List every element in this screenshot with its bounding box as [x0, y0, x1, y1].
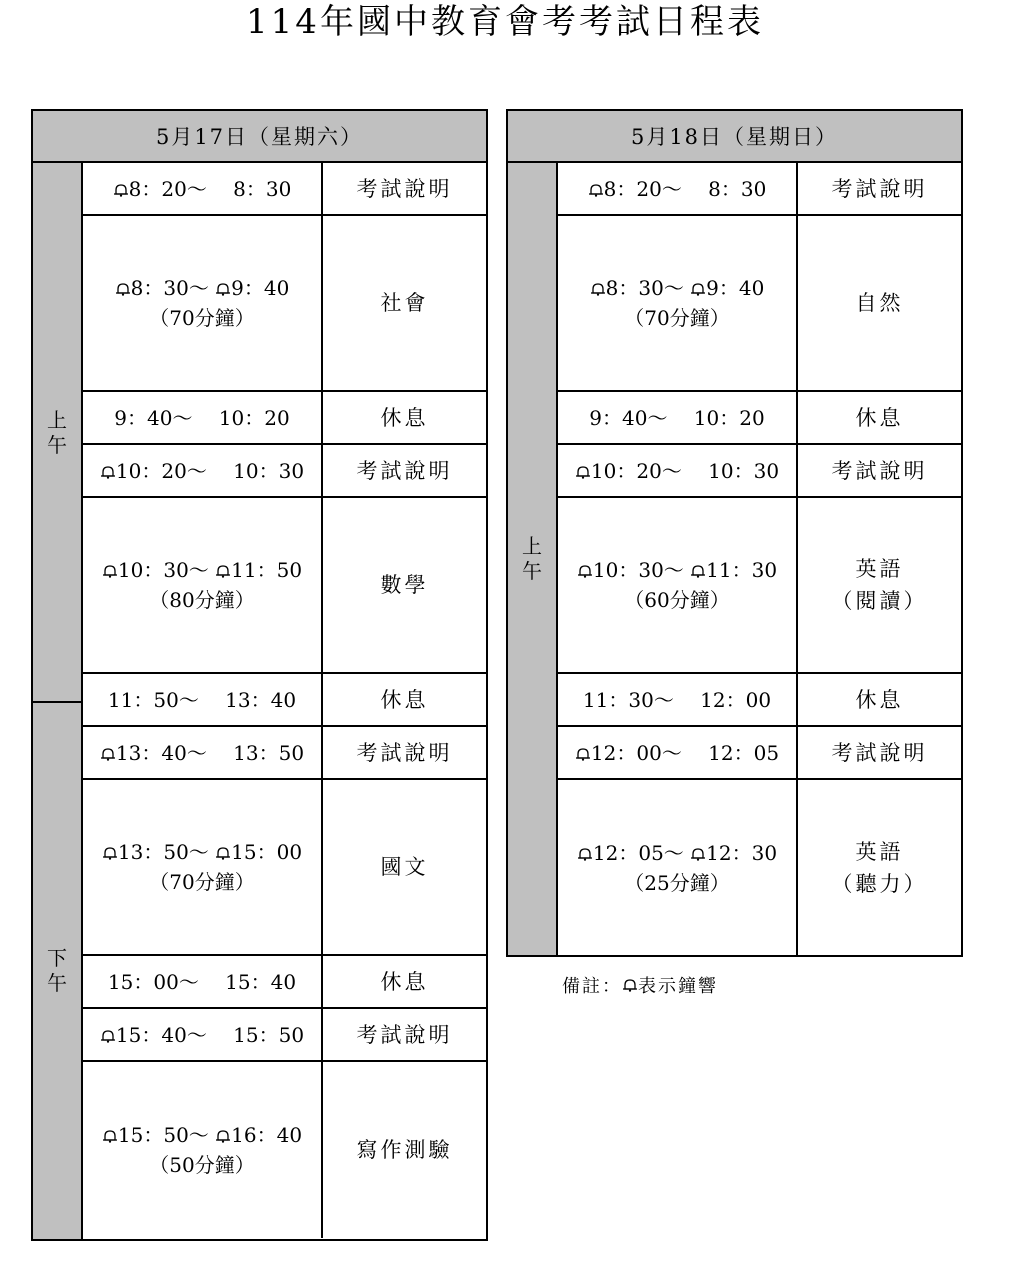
time-end-text: 12：30 [706, 841, 778, 865]
note-prefix: 備註： [562, 976, 622, 997]
table-row [83, 1062, 486, 1238]
subject-cell [323, 1062, 486, 1238]
time-range [102, 555, 302, 585]
time-cell [558, 163, 798, 214]
time-cell [83, 956, 323, 1007]
table-row [558, 163, 961, 216]
time-cell [83, 498, 323, 672]
day1-afternoon-label: 下午 [33, 703, 83, 1239]
time-cell [558, 498, 798, 672]
table-row [558, 674, 961, 727]
bell-icon [100, 747, 116, 761]
subject-text: 寫作測驗 [356, 1138, 453, 1162]
time-text: 12：00～ 12：05 [590, 740, 780, 765]
time-range [590, 273, 765, 303]
time-text: 15：50～ [117, 1123, 216, 1147]
time-end-text: 11：50 [231, 558, 303, 582]
time-range [575, 456, 779, 486]
bell-icon [577, 564, 593, 578]
time-text: 15：00～ 15：40 [107, 969, 297, 994]
time-range [100, 738, 304, 768]
table-row [558, 498, 961, 674]
time-cell [83, 780, 323, 954]
time-text: 10：20～ 10：30 [590, 458, 780, 483]
table-row [558, 727, 961, 780]
time-cell [83, 674, 323, 725]
bell-icon [588, 183, 604, 197]
subject-text: 英語 [855, 557, 904, 581]
subject-cell [323, 392, 486, 443]
subject-cell [798, 163, 961, 214]
bell-icon [215, 282, 231, 296]
time-text: 12：05～ [592, 841, 691, 865]
time-text: 8：30～ [605, 276, 691, 300]
subject-subtext: （聽力） [831, 872, 928, 896]
time-range [114, 403, 289, 433]
time-range [108, 685, 296, 715]
table-row [83, 956, 486, 1009]
subject-cell [798, 445, 961, 496]
bell-icon [590, 282, 606, 296]
subject-text: 英語 [855, 840, 904, 864]
bell-icon [690, 564, 706, 578]
subject-text: 休息 [380, 405, 429, 430]
time-cell [558, 780, 798, 956]
subject-text: 社會 [380, 291, 429, 315]
table-row [558, 392, 961, 445]
bell-icon [215, 1129, 231, 1143]
time-text: 10：30～ [117, 558, 216, 582]
time-cell [83, 163, 323, 214]
time-text: 8：30～ [130, 276, 216, 300]
bell-icon [575, 465, 591, 479]
time-cell [558, 392, 798, 443]
duration-text: （25分鐘） [624, 871, 730, 895]
time-range [575, 738, 779, 768]
time-text: 8：20～ 8：30 [128, 176, 292, 201]
time-cell [83, 445, 323, 496]
note-suffix: 表示鐘響 [638, 976, 718, 997]
table-row [83, 498, 486, 674]
time-range [100, 456, 304, 486]
time-end-text: 16：40 [231, 1123, 303, 1147]
bell-icon [622, 978, 638, 992]
bell-icon [115, 282, 131, 296]
subject-text: 考試說明 [356, 740, 453, 765]
subject-cell [323, 780, 486, 954]
duration-text: （50分鐘） [149, 1153, 255, 1177]
subject-cell [323, 445, 486, 496]
schedule-table-day1 [31, 109, 488, 1241]
time-text: 11：50～ 13：40 [107, 687, 297, 712]
subject-text: 自然 [855, 291, 904, 315]
time-end-text: 9：40 [231, 276, 290, 300]
time-text: 13：40～ 13：50 [115, 740, 305, 765]
table-row [83, 780, 486, 956]
subject-text: 數學 [380, 573, 429, 597]
page-title: 114年國中教育會考考試日程表 [246, 2, 764, 42]
subject-text: 考試說明 [831, 458, 928, 483]
duration-text: （70分鐘） [624, 306, 730, 330]
time-cell [83, 1062, 323, 1238]
subject-cell [798, 216, 961, 390]
time-cell [83, 727, 323, 778]
table-row [83, 1009, 486, 1062]
table-row [558, 216, 961, 392]
subject-cell [798, 392, 961, 443]
day2-morning-label: 上午 [508, 163, 558, 955]
time-cell [83, 216, 323, 390]
subject-cell [798, 727, 961, 778]
subject-text: 國文 [380, 855, 429, 879]
subject-text: 考試說明 [356, 176, 453, 201]
time-text: 10：20～ 10：30 [115, 458, 305, 483]
time-cell [83, 1009, 323, 1060]
subject-text: 考試說明 [831, 176, 928, 201]
table-row [83, 727, 486, 780]
day1-morning-label: 上午 [33, 163, 83, 703]
bell-icon [100, 465, 116, 479]
time-text: 9：40～ 10：20 [589, 405, 765, 430]
subject-cell [323, 216, 486, 390]
footnote [562, 972, 718, 998]
time-range [588, 174, 767, 204]
time-end-text: 11：30 [706, 558, 778, 582]
time-cell [83, 392, 323, 443]
time-cell [558, 445, 798, 496]
bell-icon [577, 847, 593, 861]
subject-text: 休息 [380, 687, 429, 712]
time-range [102, 1120, 302, 1150]
time-text: 8：20～ 8：30 [603, 176, 767, 201]
subject-cell [798, 674, 961, 725]
duration-text: （70分鐘） [149, 306, 255, 330]
duration-text: （80分鐘） [149, 588, 255, 612]
time-text: 10：30～ [592, 558, 691, 582]
duration-text: （60分鐘） [624, 588, 730, 612]
subject-cell [798, 498, 961, 672]
time-cell [558, 216, 798, 390]
time-range [589, 403, 764, 433]
schedule-table-day2 [506, 109, 963, 957]
table-row [83, 216, 486, 392]
subject-text: 休息 [380, 969, 429, 994]
bell-icon [100, 1029, 116, 1043]
subject-text: 考試說明 [831, 740, 928, 765]
bell-icon [215, 564, 231, 578]
bell-icon [215, 846, 231, 860]
bell-icon [113, 183, 129, 197]
bell-icon [690, 847, 706, 861]
time-range [577, 838, 777, 868]
time-text: 13：50～ [117, 840, 216, 864]
table-row [83, 392, 486, 445]
time-range [113, 174, 292, 204]
table-row [83, 163, 486, 216]
time-range [577, 555, 777, 585]
subject-text: 考試說明 [356, 1022, 453, 1047]
subject-cell [798, 780, 961, 956]
subject-cell [323, 674, 486, 725]
time-range [102, 837, 302, 867]
subject-cell [323, 1009, 486, 1060]
time-range [115, 273, 290, 303]
time-text: 11：30～ 12：00 [582, 687, 772, 712]
subject-text: 休息 [855, 687, 904, 712]
subject-cell [323, 163, 486, 214]
subject-text: 考試說明 [356, 458, 453, 483]
table-row [558, 780, 961, 956]
bell-icon [690, 282, 706, 296]
day2-header: 5月18日（星期日） [508, 111, 961, 163]
bell-icon [102, 1129, 118, 1143]
subject-cell [323, 498, 486, 672]
subject-subtext: （閱讀） [831, 589, 928, 613]
bell-icon [102, 564, 118, 578]
time-cell [558, 674, 798, 725]
table-row [83, 445, 486, 498]
bell-icon [102, 846, 118, 860]
duration-text: （70分鐘） [149, 870, 255, 894]
subject-cell [323, 727, 486, 778]
day1-header: 5月17日（星期六） [33, 111, 486, 163]
time-range [583, 685, 771, 715]
time-end-text: 9：40 [706, 276, 765, 300]
table-row [83, 674, 486, 727]
time-end-text: 15：00 [231, 840, 303, 864]
time-text: 15：40～ 15：50 [115, 1022, 305, 1047]
subject-cell [323, 956, 486, 1007]
time-range [100, 1020, 304, 1050]
time-text: 9：40～ 10：20 [114, 405, 290, 430]
table-row [558, 445, 961, 498]
time-cell [558, 727, 798, 778]
subject-text: 休息 [855, 405, 904, 430]
time-range [108, 967, 296, 997]
bell-icon [575, 747, 591, 761]
